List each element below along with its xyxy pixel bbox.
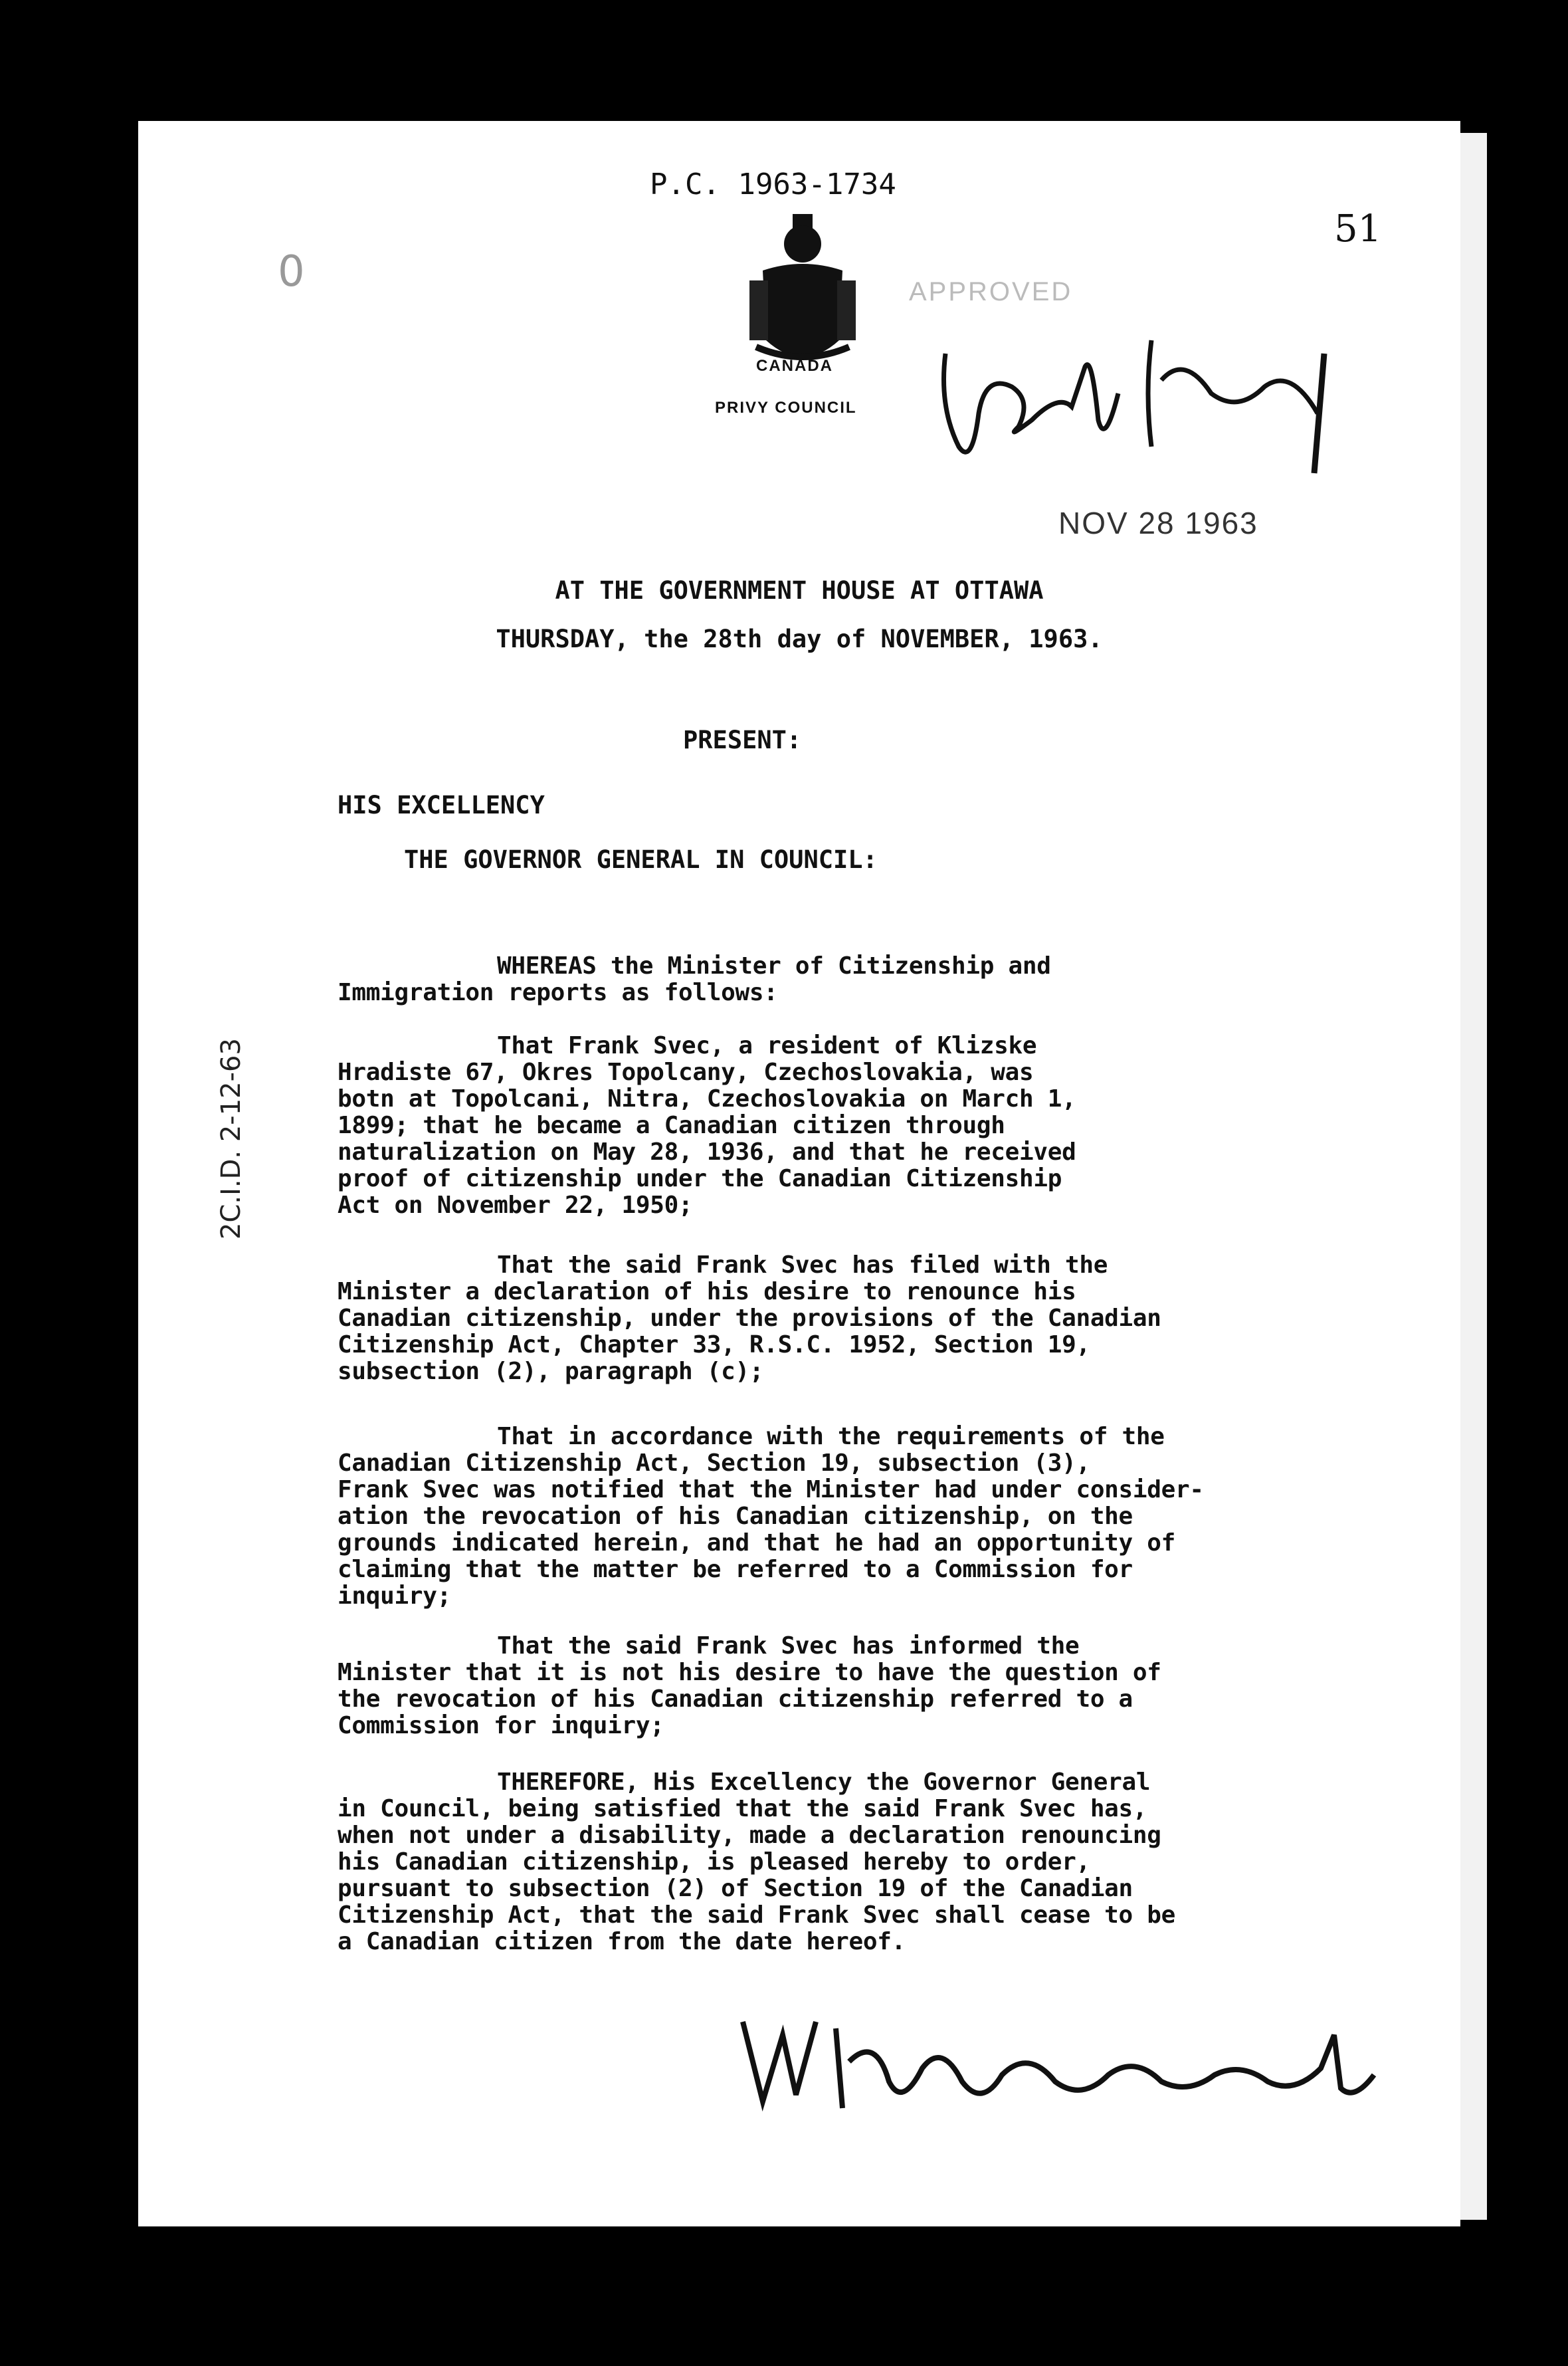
crest-council-label: PRIVY COUNCIL: [715, 399, 857, 417]
margin-zero: 0: [278, 247, 305, 296]
whereas-paragraph: WHEREAS the Minister of Citizenship and Immigration reports as follows:: [338, 952, 1051, 1006]
crest-country-label: CANADA: [756, 357, 833, 375]
document-page: [138, 121, 1460, 2226]
order-number: P.C. 1963-1734: [650, 167, 896, 201]
approved-stamp: APPROVED: [909, 277, 1073, 306]
page-number: 51: [1334, 207, 1382, 251]
present-label: PRESENT:: [683, 726, 802, 754]
his-excellency: HIS EXCELLENCY: [338, 791, 545, 819]
paragraph-1: That Frank Svec, a resident of Klizske Hradiste 67, Okres Topolcany, Czechoslovakia, was botn at Topolcani, Nitra, Czechoslovakia on March 1, 1899; that he became a Canadian citizen through naturalization on May 28, 1936, and that he received proof of citizenship under the Canadian Citizenship Act on November 22, 1950;: [338, 1032, 1076, 1219]
page-edge: [1460, 133, 1487, 2220]
paragraph-3: That in accordance with the requirements of the Canadian Citizenship Act, Section 19, subsection (3), Frank Svec was notified that the Minister had under consider- ation the revocation of his Canadian citizenship, on the grounds indicated herein, and that he had an opportunity of claiming that the matter be referred to a Commission for inquiry;: [338, 1423, 1204, 1610]
location-heading: AT THE GOVERNMENT HOUSE AT OTTAWA: [555, 576, 1044, 605]
clerk-signature: [723, 1995, 1421, 2128]
paragraph-5: THEREFORE, His Excellency the Governor General in Council, being satisfied that the said Frank Svec has, when not under a disability, made a declaration renouncing his Canadian citizenship, is pleased hereby to order, pursuant to subsection (2) of Section 19 of the Canadian Citizenship Act, that the said Frank Svec shall cease to be a Canadian citizen from the date hereof.: [338, 1769, 1176, 1955]
date-line: THURSDAY, the 28th day of NOVEMBER, 1963.: [496, 625, 1103, 653]
paragraph-4: That the said Frank Svec has informed the Minister that it is not his desire to have the question of the revocation of his Canadian citizenship referred to a Commission for inquiry;: [338, 1632, 1161, 1739]
governor-general-line: THE GOVERNOR GENERAL IN COUNCIL:: [404, 845, 878, 874]
margin-handwritten-note: 2C.I.D. 2-12-63: [216, 1038, 246, 1239]
paragraph-2: That the said Frank Svec has filed with the Minister a declaration of his desire to renounce his Canadian citizenship, under the provisions of the Canadian Citizenship Act, Chapter 33, R.S.C. 1952, Section 19, subsection (2), paragraph (c);: [338, 1251, 1161, 1385]
approval-signature: [932, 314, 1344, 480]
approved-date-stamp: NOV 28 1963: [1058, 506, 1258, 540]
